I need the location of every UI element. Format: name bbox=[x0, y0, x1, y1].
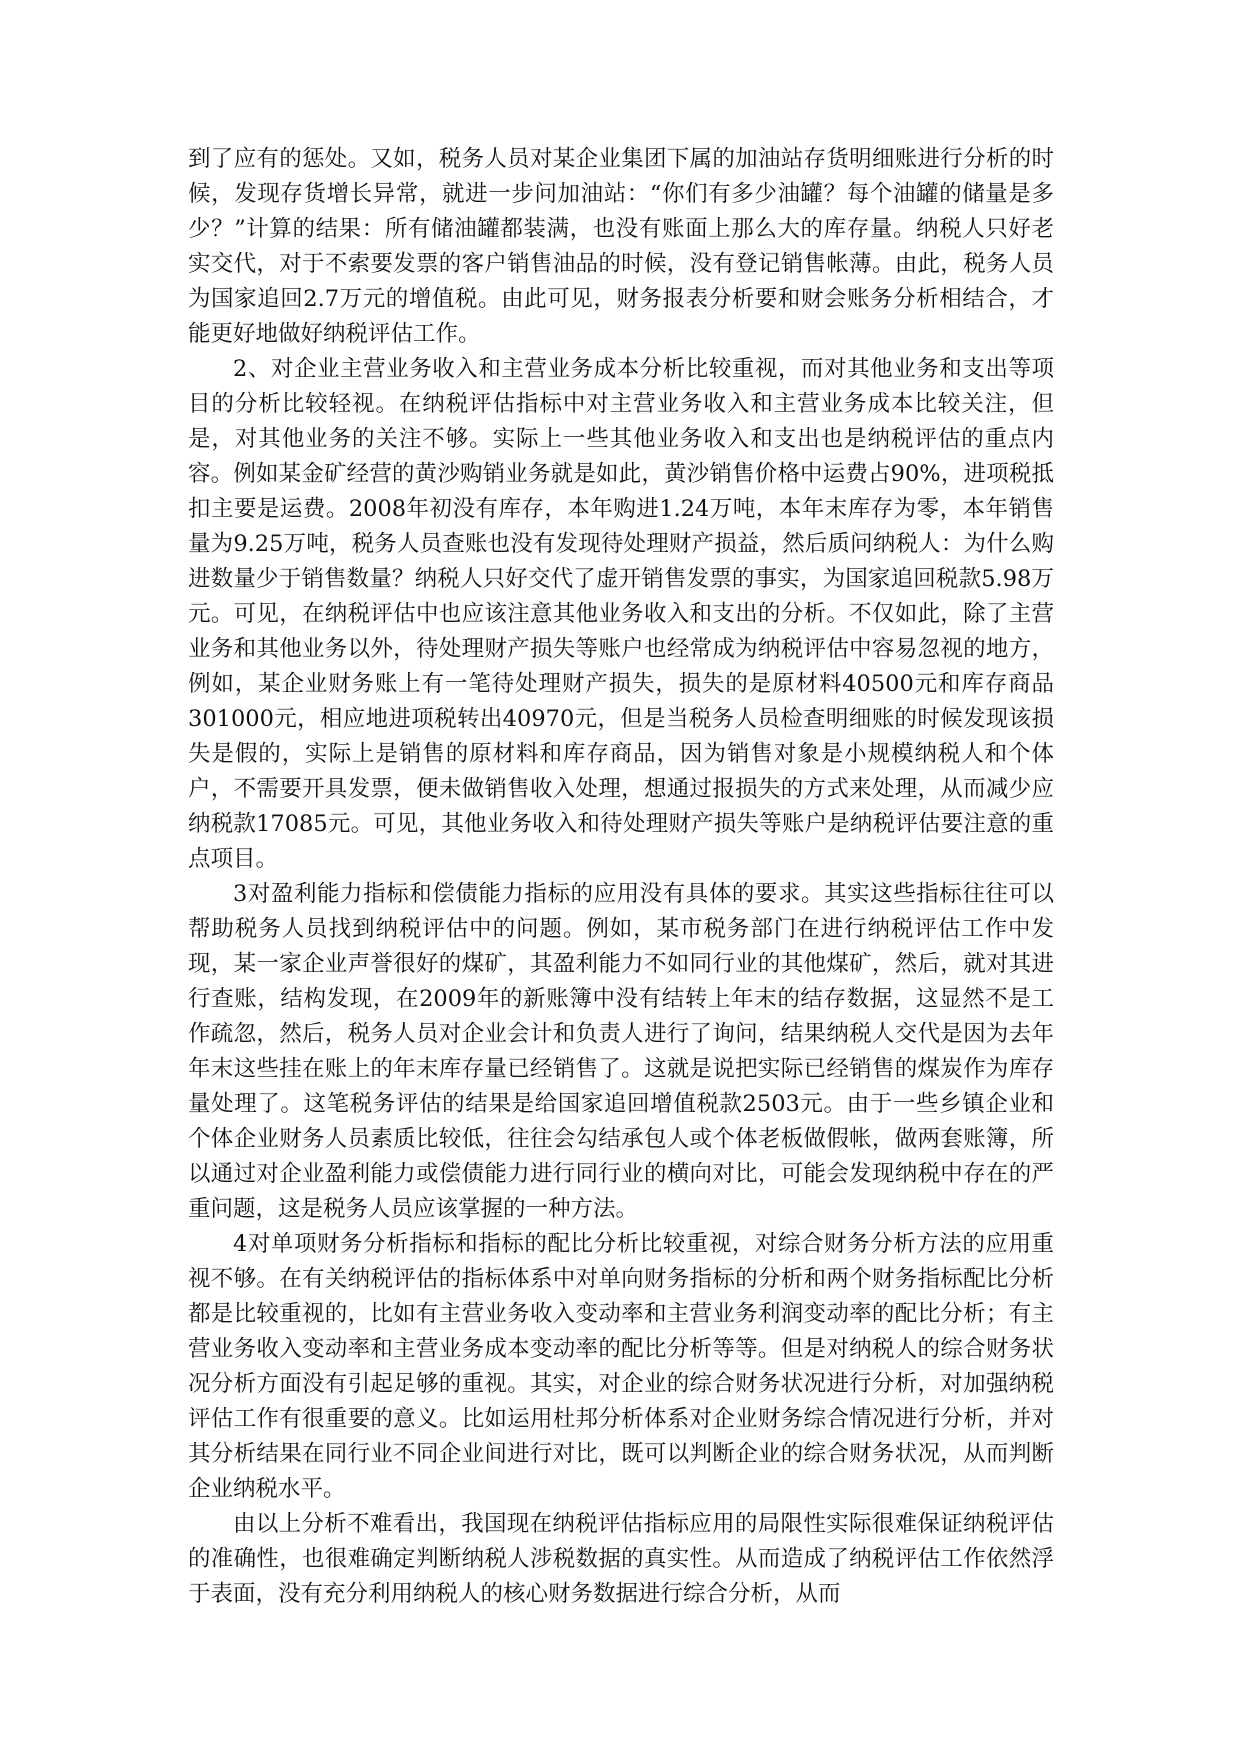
paragraph-5: 由以上分析不难看出，我国现在纳税评估指标应用的局限性实际很难保证纳税评估的准确性，也很难确定判断纳税人涉税数据的真实性。从而造成了纳税评估工作依然浮于表面，没有充分利用纳税人的核心财务数据进行综合分析，从而 bbox=[188, 1511, 1054, 1607]
paragraph-3: 3对盈利能力指标和偿债能力指标的应用没有具体的要求。其实这些指标往往可以帮助税务人员找到纳税评估中的问题。例如，某市税务部门在进行纳税评估工作中发现，某一家企业声誉很好的煤矿，其盈利能力不如同行业的其他煤矿，然后，就对其进行查账，结构发现，在2009年的新账簿中没有结转上年末的结存数据，这显然不是工作疏忽，然后，税务人员对企业会计和负责人进行了询问，结果纳税人交代是因为去年年末这些挂在账上的年末库存量已经销售了。这就是说把实际已经销售的煤炭作为库存量处理了。这笔税务评估的结果是给国家追回增值税款2503元。由于一些乡镇企业和个体企业财务人员素质比较低，往往会勾结承包人或个体老板做假帐，做两套账簿，所以通过对企业盈利能力或偿债能力进行同行业的横向对比，可能会发现纳税中存在的严重问题，这是税务人员应该掌握的一种方法。 bbox=[188, 881, 1054, 1222]
document-body bbox=[188, 142, 1054, 1612]
paragraph-1: 到了应有的惩处。又如，税务人员对某企业集团下属的加油站存货明细账进行分析的时候，发现存货增长异常，就进一步问加油站：“你们有多少油罐？每个油罐的储量是多少？”计算的结果：所有储油罐都装满，也没有账面上那么大的库存量。纳税人只好老实交代，对于不索要发票的客户销售油品的时候，没有登记销售帐薄。由此，税务人员为国家追回2.7万元的增值税。由此可见，财务报表分析要和财会账务分析相结合，才能更好地做好纳税评估工作。 bbox=[188, 146, 1054, 347]
paragraph-2: 2、对企业主营业务收入和主营业务成本分析比较重视，而对其他业务和支出等项目的分析比较轻视。在纳税评估指标中对主营业务收入和主营业务成本比较关注，但是，对其他业务的关注不够。实际上一些其他业务收入和支出也是纳税评估的重点内容。例如某金矿经营的黄沙购销业务就是如此，黄沙销售价格中运费占90%，进项税抵扣主要是运费。2008年初没有库存，本年购进1.24万吨，本年末库存为零，本年销售量为9.25万吨，税务人员查账也没有发现待处理财产损益，然后质问纳税人：为什么购进数量少于销售数量？纳税人只好交代了虚开销售发票的事实，为国家追回税款5.98万元。可见，在纳税评估中也应该注意其他业务收入和支出的分析。不仅如此，除了主营业务和其他业务以外，待处理财产损失等账户也经常成为纳税评估中容易忽视的地方，例如，某企业财务账上有一笔待处理财产损失，损失的是原材料40500元和库存商品301000元，相应地进项税转出40970元，但是当税务人员检查明细账的时候发现该损失是假的，实际上是销售的原材料和库存商品，因为销售对象是小规模纳税人和个体户，不需要开具发票，便未做销售收入处理，想通过报损失的方式来处理，从而减少应纳税款17085元。可见，其他业务收入和待处理财产损失等账户是纳税评估要注意的重点项目。 bbox=[188, 356, 1054, 872]
paragraph-4: 4对单项财务分析指标和指标的配比分析比较重视，对综合财务分析方法的应用重视不够。在有关纳税评估的指标体系中对单向财务指标的分析和两个财务指标配比分析都是比较重视的，比如有主营业务收入变动率和主营业务利润变动率的配比分析；有主营业务收入变动率和主营业务成本变动率的配比分析等等。但是对纳税人的综合财务状况分析方面没有引起足够的重视。其实，对企业的综合财务状况进行分析，对加强纳税评估工作有很重要的意义。比如运用杜邦分析体系对企业财务综合情况进行分析，并对其分析结果在同行业不同企业间进行对比，既可以判断企业的综合财务状况，从而判断企业纳税水平。 bbox=[188, 1231, 1054, 1502]
